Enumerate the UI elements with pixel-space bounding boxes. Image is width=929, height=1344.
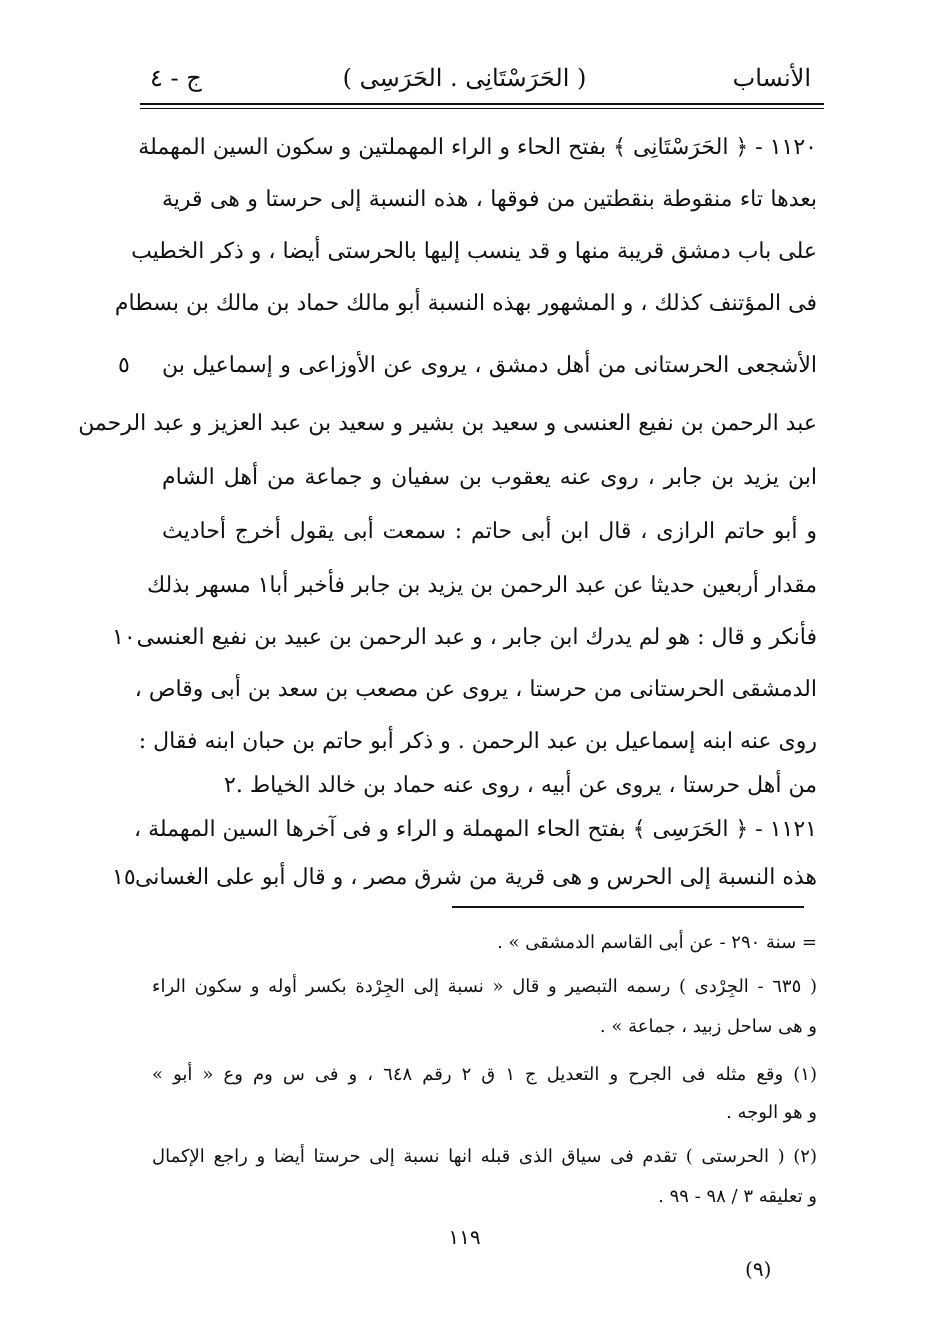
- footnote-line: (١) وقع مثله فى الجرح و التعديل ج ١ ق ٢ رقم ٦٤٨ ، و فى س وم وع « أبو »: [152, 1064, 817, 1085]
- running-head-book: الأنساب: [732, 64, 811, 92]
- entry-1120-line: ١١٢٠ - ﴿ الحَرَسْتَانِى ﴾ بفتح الحاء و الراء المهملتين و سكون السين المهملة: [138, 135, 817, 160]
- footnote-line: و هى ساحل زبيد ، جماعة » .: [599, 1016, 817, 1037]
- running-head-volume: ج - ٤: [150, 64, 202, 92]
- page-number: ١١٩: [448, 1225, 481, 1249]
- line-marker-15: ١٥: [112, 865, 136, 890]
- entry-1120-line: بعدها تاء منقوطة بنقطتين من فوقها ، هذه النسبة إلى حرستا و هى قرية: [162, 187, 817, 212]
- running-head-title: ( الحَرَسْتَانِى . الحَرَسِى ): [342, 64, 587, 92]
- footnote-line: ( ٦٣٥ - الجِرْدى ) رسمه التبصير و قال « نسبة إلى الجِرْدة بكسر أوله و سكون الراء: [152, 976, 817, 997]
- entry-1120-line: و أبو حاتم الرازى ، قال ابن أبى حاتم : سمعت أبى يقول أخرج أحاديث: [162, 519, 817, 544]
- line-marker-5: ٥: [118, 353, 130, 378]
- entry-1120-line-last: من أهل حرستا ، يروى عن أبيه ، روى عنه حماد بن خالد الخياط .٢: [224, 773, 817, 798]
- entry-1120-line: ابن يزيد بن جابر ، روى عنه يعقوب بن سفيان و جماعة من أهل الشام: [162, 465, 817, 490]
- footnote-rule: [452, 906, 804, 908]
- entry-1120-line: عبد الرحمن بن نفيع العنسى و سعيد بن بشير و سعيد بن عبد العزيز و عبد الرحمن: [78, 411, 817, 436]
- signature-mark: (٩): [745, 1257, 772, 1281]
- entry-1120-line: روى عنه ابنه إسماعيل بن عبد الرحمن . و ذكر أبو حاتم بن حبان ابنه فقال :: [138, 729, 817, 754]
- footnote-line: = سنة ٢٩٠ - عن أبى القاسم الدمشقى » .: [497, 932, 817, 953]
- footnote-line: و تعليقه ٣ / ٩٨ - ٩٩ .: [658, 1186, 817, 1207]
- entry-1120-line: الدمشقى الحرستانى من حرستا ، يروى عن مصعب بن سعد بن أبى وقاص ،: [134, 677, 817, 702]
- footnote-line: و هو الوجه .: [726, 1102, 817, 1123]
- entry-1120-line: مقدار أربعين حديثا عن عبد الرحمن بن يزيد بن جابر فأخبر أبا١ مسهر بذلك: [147, 573, 817, 598]
- line-marker-10: ١٠: [112, 625, 136, 650]
- entry-1120-line: فأنكر و قال : هو لم يدرك ابن جابر ، و عبد الرحمن بن عبيد بن نفيع العنسى: [136, 625, 817, 650]
- header-rule-thin: [140, 108, 824, 109]
- header-rule: [140, 103, 824, 105]
- entry-1120-line: فى المؤتنف كذلك ، و المشهور بهذه النسبة أبو مالك حماد بن مالك بن بسطام: [114, 291, 817, 316]
- footnote-line: (٢) ( الحرستى ) تقدم فى سياق الذى قبله انها نسبة إلى حرستا أيضا و راجع الإكمال: [152, 1146, 817, 1167]
- entry-1120-line: على باب دمشق قريبة منها و قد ينسب إليها بالحرستى أيضا ، و ذكر الخطيب: [131, 239, 817, 264]
- entry-1120-line: الأشجعى الحرستانى من أهل دمشق ، يروى عن الأوزاعى و إسماعيل بن: [162, 353, 817, 378]
- entry-1121-line: ١١٢١ - ﴿ الحَرَسِى ﴾ بفتح الحاء المهملة و الراء و فى آخرها السين المهملة ،: [134, 817, 817, 842]
- entry-1121-line: هذه النسبة إلى الحرس و هى قرية من شرق مصر ، و قال أبو على الغسانى: [134, 865, 817, 890]
